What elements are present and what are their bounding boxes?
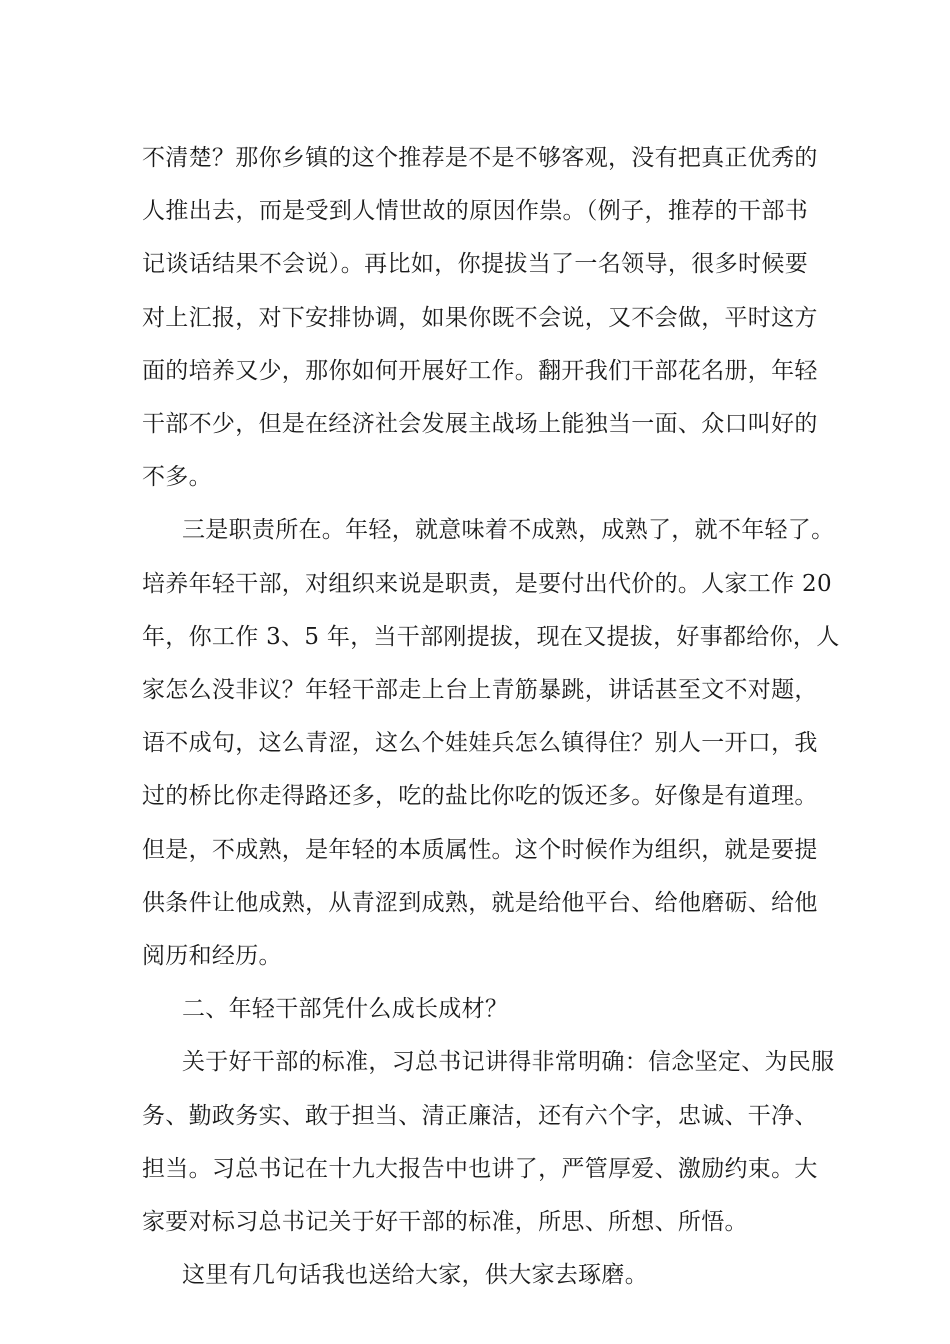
text-line: 语不成句，这么青涩，这么个娃娃兵怎么镇得住？别人一开口，我: [142, 730, 818, 757]
text-line: 务、勤政务实、敢于担当、清正廉洁，还有六个字，忠诚、干净、: [142, 1102, 818, 1129]
text-line: 对上汇报，对下安排协调，如果你既不会说，又不会做，平时这方: [142, 304, 818, 331]
text-line: 记谈话结果不会说）。再比如，你提拔当了一名领导，很多时候要: [142, 251, 808, 278]
text-line: 不清楚？那你乡镇的这个推荐是不是不够客观，没有把真正优秀的: [142, 145, 818, 171]
text-line: 三是职责所在。年轻，就意味着不成熟，成熟了，就不年轻了。: [182, 517, 835, 544]
text-line: 年，你工作 3、5 年，当干部刚提拔，现在又提拔，好事都给你，人: [142, 623, 840, 650]
text-line: 人推出去，而是受到人情世故的原因作祟。（例子，推荐的干部书: [142, 198, 808, 225]
body-text: [142, 132, 840, 1302]
text-line: 干部不少，但是在经济社会发展主战场上能独当一面、众口叫好的: [142, 411, 818, 438]
paragraph-2: [142, 504, 840, 983]
paragraph-1: [142, 132, 818, 504]
text-line: 但是，不成熟，是年轻的本质属性。这个时候作为组织，就是要提: [142, 836, 818, 863]
text-line: 阅历和经历。: [142, 943, 282, 970]
text-line: 培养年轻干部，对组织来说是职责，是要付出代价的。人家工作 20: [142, 570, 832, 597]
paragraph-4: [142, 1249, 808, 1302]
paragraph-3: [142, 1036, 835, 1249]
text-line: 这里有几句话我也送给大家，供大家去琢磨。: [182, 1262, 648, 1289]
text-line: 不多。: [142, 464, 212, 491]
text-line: 过的桥比你走得路还多，吃的盐比你吃的饭还多。好像是有道理。: [142, 783, 818, 810]
text-line: 家要对标习总书记关于好干部的标准，所思、所想、所悟。: [142, 1209, 748, 1236]
text-line: 家怎么没非议？年轻干部走上台上青筋暴跳，讲话甚至文不对题，: [142, 677, 818, 704]
text-line: 担当。习总书记在十九大报告中也讲了，严管厚爱、激励约束。大: [142, 1155, 818, 1182]
section-heading: [142, 983, 808, 1036]
text-line: 面的培养又少，那你如何开展好工作。翻开我们干部花名册，年轻: [142, 357, 818, 384]
text-line: 供条件让他成熟，从青涩到成熟，就是给他平台、给他磨砺、给他: [142, 889, 818, 916]
heading-text: 二、年轻干部凭什么成长成材？: [182, 996, 509, 1023]
text-line: 关于好干部的标准，习总书记讲得非常明确：信念坚定、为民服: [182, 1049, 835, 1076]
